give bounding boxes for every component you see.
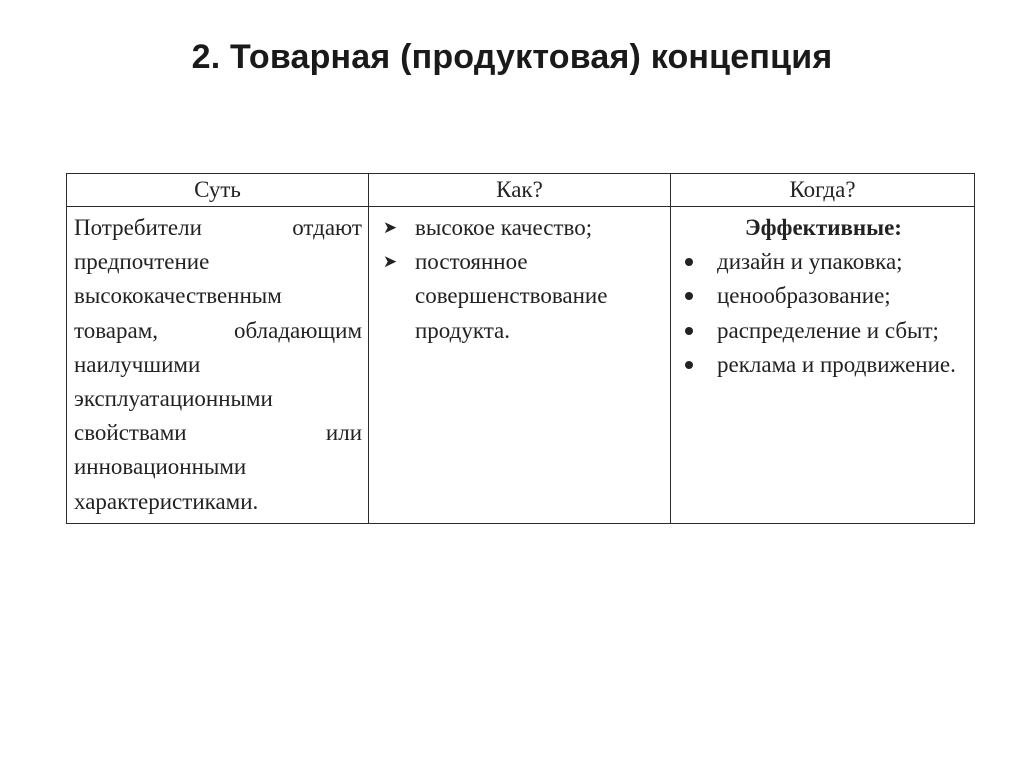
when-item-text: дизайн и упаковка; [717, 249, 903, 275]
when-item [679, 314, 968, 348]
when-item-text: распределение и сбыт; [717, 317, 939, 343]
how-item [377, 211, 664, 245]
when-cell [671, 207, 975, 524]
essence-cell: Потребители отдают предпочтение высококачественным товарам, обладающим наилучшими эксплуатационными свойствами или инновационными характеристиками. [67, 207, 369, 524]
when-heading: Эффективные: [745, 215, 902, 240]
when-item [679, 279, 968, 313]
when-item-text: ценообразование; [717, 283, 891, 309]
dot-bullet-icon [685, 361, 693, 369]
header-how: Как? [369, 174, 671, 207]
when-item [679, 245, 968, 279]
arrowhead-bullet-icon: ➤ [382, 252, 398, 273]
when-list [679, 245, 968, 382]
table-header-row [67, 174, 975, 207]
arrowhead-bullet-icon: ➤ [382, 218, 398, 238]
how-cell [369, 207, 671, 524]
header-when: Когда? [671, 174, 975, 207]
header-essence: Суть [67, 174, 369, 207]
how-item-text: высокое качество; [415, 215, 593, 240]
slide-title: 2. Товарная (продуктовая) концепция [191, 38, 833, 76]
how-list [377, 211, 664, 348]
when-item-text: реклама и продвижение. [717, 351, 956, 377]
dot-bullet-icon [685, 327, 693, 335]
how-item-text: постоянное совершенствование продукта. [415, 249, 608, 343]
dot-bullet-icon [685, 292, 693, 300]
table-row [67, 207, 975, 524]
when-item [679, 348, 968, 382]
how-item [377, 245, 664, 348]
concept-table [66, 173, 975, 524]
dot-bullet-icon [685, 258, 693, 266]
